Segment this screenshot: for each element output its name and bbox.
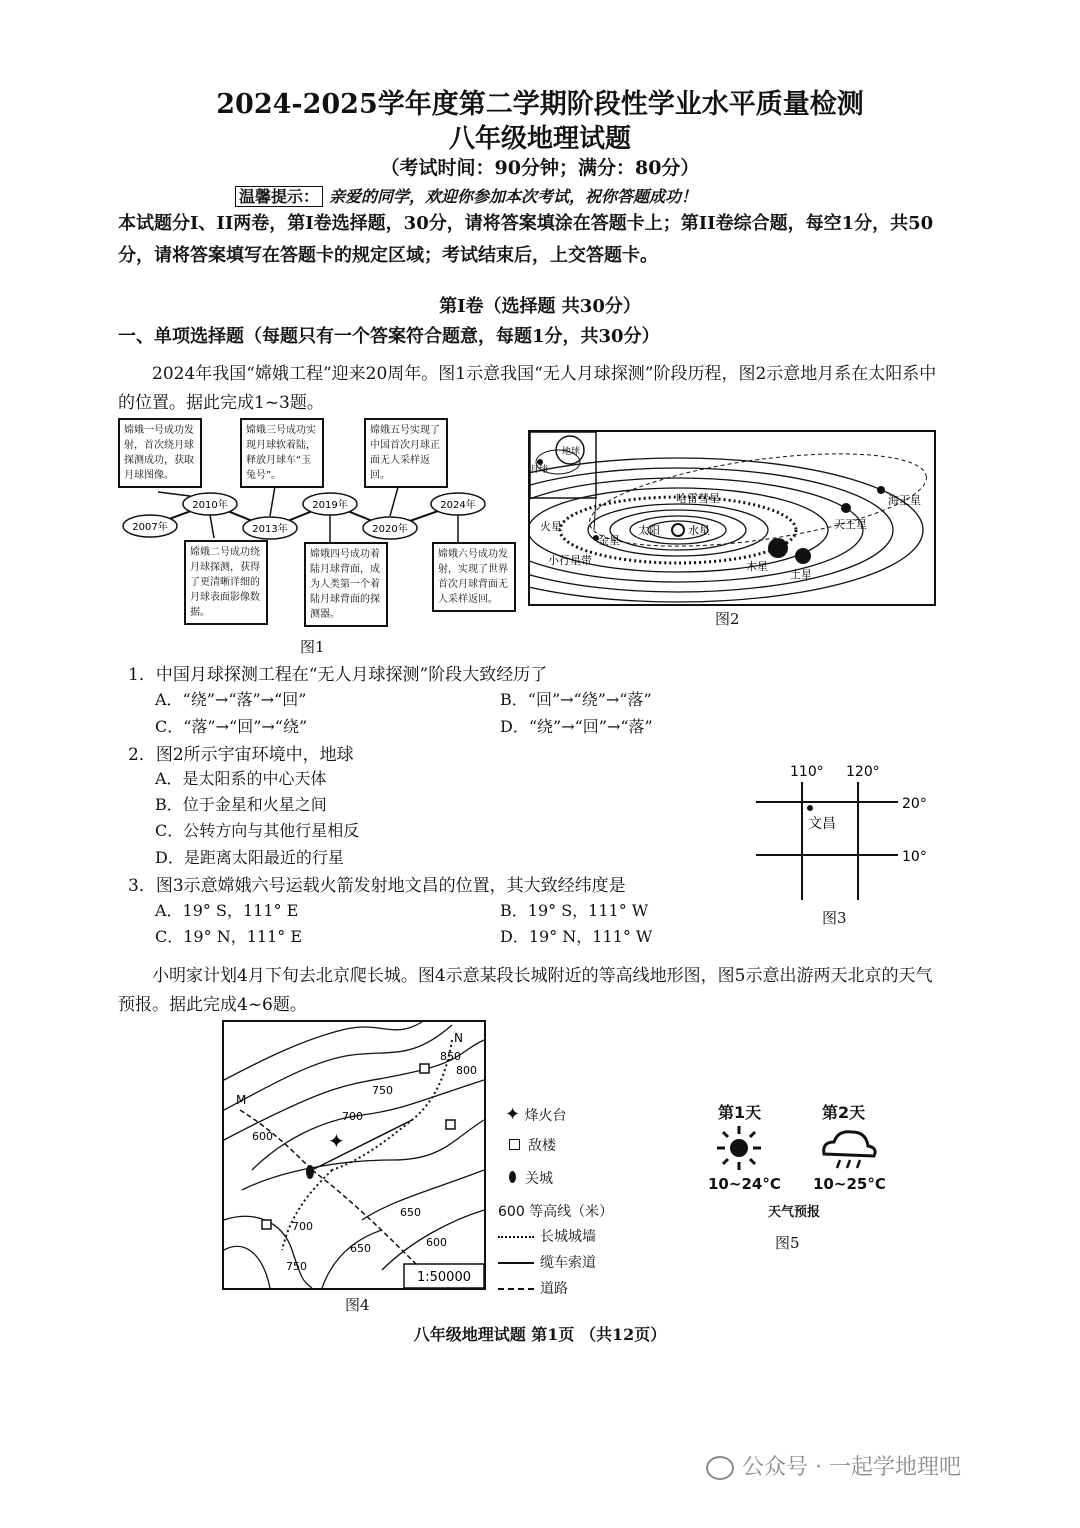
weather-day-1-temp: 10~24°C: [708, 1175, 781, 1193]
question-3-option-a[interactable]: A．19° S，111° E: [155, 901, 299, 920]
question-1-option-b[interactable]: B．“回”→“绕”→“落”: [500, 690, 652, 709]
fig2-label-mars: 火星: [540, 520, 562, 533]
passage-1: 2024年我国“嫦娥工程”迎来20周年。图1示意我国“无人月球探测”阶段历程，图2示意地月系在太阳系中的位置。据此完成1~3题。: [118, 364, 937, 413]
part-title: 一、单项选择题（每题只有一个答案符合题意，每题1分，共30分）: [118, 326, 660, 347]
uranus-marker: [841, 503, 851, 513]
place-label-wenchang: 文昌: [808, 816, 836, 832]
saturn-marker: [795, 548, 811, 564]
timeline-box: 嫦娥二号成功绕月球探测，获得了更清晰详细的月球表面影像数据。: [184, 540, 268, 625]
contour-label: 700: [342, 1110, 363, 1123]
contour-label: 850: [440, 1050, 461, 1063]
question-1-option-d[interactable]: D．“绕”→“回”→“落”: [500, 717, 653, 736]
fig2-label-asteroid-belt: 小行星带: [548, 554, 592, 567]
fig2-label-earth-inset: 地球: [562, 447, 581, 457]
rain-cloud-icon: [816, 1124, 880, 1172]
fig2-label-moon: 月球: [530, 465, 549, 475]
contour-label: 800: [456, 1064, 477, 1077]
timeline-box: 嫦娥三号成功实现月球软着陆，释放月球车“玉兔号”。: [240, 418, 324, 488]
watchtower-icon: [446, 1120, 455, 1129]
year-label: 2007年: [132, 522, 168, 533]
beacon-tower-icon: ✦: [328, 1129, 345, 1153]
exam-title: 2024-2025学年度第二学期阶段性学业水平质量检测: [216, 89, 864, 120]
figure-2-caption: 图2: [715, 610, 740, 628]
fig2-label-halley: 哈雷彗星: [676, 492, 720, 505]
figure-4-caption: 图4: [345, 1296, 370, 1314]
fig2-label-uranus: 天王星: [834, 518, 867, 531]
question-2-option-d[interactable]: D．是距离太阳最近的行星: [155, 848, 344, 867]
passage-2: 小明家计划4月下旬去北京爬长城。图4示意某段长城附近的等高线地形图，图5示意出游两天北京的天气预报。据此完成4~6题。: [118, 966, 933, 1015]
weather-day-1-label: 第1天: [718, 1103, 762, 1122]
question-3-option-b[interactable]: B．19° S，111° W: [500, 901, 649, 920]
figure-5-caption: 图5: [775, 1234, 800, 1252]
question-1-option-c[interactable]: C．“落”→“回”→“绕”: [155, 717, 308, 736]
point-label-n: N: [454, 1031, 463, 1045]
timeline-box: 嫦娥六号成功发射，实现了世界首次月球背面无人采样返回。: [432, 542, 516, 612]
jupiter-marker: [768, 538, 788, 558]
figure-2: [528, 430, 936, 606]
watermark: 公众号 · 一起学地理吧: [706, 1450, 961, 1481]
timeline-box: 嫦娥四号成功着陆月球背面，成为人类第一个着陆月球背面的探测器。: [304, 542, 388, 627]
timeline-box: 嫦娥一号成功发射，首次绕月球探测成功，获取月球图像。: [118, 418, 202, 488]
lon-label-120: 120°: [846, 764, 880, 780]
pass-fortress-icon: [306, 1165, 314, 1179]
year-label: 2024年: [440, 500, 476, 511]
fig2-label-mercury: 水星: [688, 524, 710, 537]
weather-day-2-label: 第2天: [822, 1103, 866, 1122]
question-2-stem: 2．图2所示宇宙环境中，地球: [128, 745, 354, 765]
question-1-stem: 1．中国月球探测工程在“无人月球探测”阶段大致经历了: [128, 665, 548, 685]
question-2-option-a[interactable]: A．是太阳系的中心天体: [155, 769, 327, 788]
neptune-marker: [877, 486, 885, 494]
fig2-label-neptune: 海王星: [888, 494, 921, 507]
contour-label: 600: [426, 1236, 447, 1249]
lat-label-10: 10°: [902, 849, 927, 865]
question-2-option-b[interactable]: B．位于金星和火星之间: [155, 795, 327, 814]
fig2-label-venus: 金星: [598, 534, 620, 547]
tip-line: [235, 184, 697, 207]
lon-label-110: 110°: [790, 764, 824, 780]
figure-3: [750, 760, 940, 905]
contour-label: 650: [400, 1206, 421, 1219]
legend-watchtower: 敌楼: [505, 1135, 556, 1155]
sun-icon: [712, 1124, 766, 1172]
section-title: 第Ⅰ卷（选择题 共30分）: [439, 296, 641, 317]
weather-forecast-subtitle: 天气预报: [768, 1205, 821, 1220]
figure-4: [222, 1020, 486, 1290]
contour-label: 750: [286, 1260, 307, 1273]
fig2-label-jupiter: 木星: [746, 560, 768, 573]
exam-info: （考试时间：90分钟；满分：80分）: [380, 157, 700, 179]
watchtower-icon: [420, 1064, 429, 1073]
question-1-option-a[interactable]: A．“绕”→“落”→“回”: [155, 690, 307, 709]
year-label: 2020年: [372, 524, 408, 535]
figure-1: [118, 418, 528, 633]
map-scale: 1:50000: [416, 1270, 472, 1285]
exam-instructions: 本试题分I、II两卷，第I卷选择题，30分，请将答案填涂在答题卡上；第II卷综合题，每空1分，共50分，请将答案填写在答题卡的规定区域；考试结束后，上交答题卡。: [118, 213, 934, 266]
contour-label: 650: [350, 1242, 371, 1255]
year-label: 2019年: [312, 500, 348, 511]
tip-text: 亲爱的同学，欢迎你参加本次考试，祝你答题成功！: [329, 187, 698, 206]
pass-fortress-icon: [509, 1171, 516, 1183]
legend-road: 道路: [498, 1278, 568, 1298]
sun-icon: [672, 524, 684, 536]
point-label-m: M: [236, 1093, 247, 1107]
page-footer: 八年级地理试题 第1页 （共12页）: [413, 1325, 667, 1344]
legend-cable-car: 缆车索道: [498, 1252, 596, 1272]
fig2-label-sun: 太阳: [638, 524, 660, 537]
timeline-box: 嫦娥五号实现了中国首次月球正面无人采样返回。: [364, 418, 448, 488]
legend-contour: 600 等高线（米）: [498, 1204, 614, 1220]
watchtower-icon: [262, 1220, 271, 1229]
question-3-option-d[interactable]: D．19° N，111° W: [500, 927, 653, 946]
legend-pass-fortress: 关城: [505, 1168, 553, 1188]
exam-subtitle: 八年级地理试题: [448, 124, 631, 154]
lat-label-20: 20°: [902, 796, 927, 812]
beacon-tower-icon: ✦: [505, 1104, 521, 1125]
contour-label: 750: [372, 1084, 393, 1097]
weather-day-2-temp: 10~25°C: [813, 1175, 886, 1193]
tip-label: 温馨提示：: [235, 186, 323, 207]
question-3-stem: 3．图3示意嫦娥六号运载火箭发射地文昌的位置，其大致经纬度是: [128, 876, 626, 896]
legend-beacon-tower: ✦ 烽火台: [505, 1104, 567, 1125]
year-label: 2013年: [252, 524, 288, 535]
contour-label: 600: [252, 1130, 273, 1143]
question-2-option-c[interactable]: C．公转方向与其他行星相反: [155, 821, 360, 840]
fig2-label-saturn: 土星: [790, 568, 812, 581]
wechat-icon: [706, 1456, 734, 1480]
question-3-option-c[interactable]: C．19° N，111° E: [155, 927, 302, 946]
watchtower-icon: [509, 1139, 520, 1150]
wenchang-marker: [807, 805, 813, 811]
figure-3-caption: 图3: [822, 909, 847, 927]
figure-1-caption: 图1: [300, 638, 325, 656]
legend-wall: 长城城墙: [498, 1226, 596, 1246]
year-label: 2010年: [192, 500, 228, 511]
contour-label: 700: [292, 1220, 313, 1233]
